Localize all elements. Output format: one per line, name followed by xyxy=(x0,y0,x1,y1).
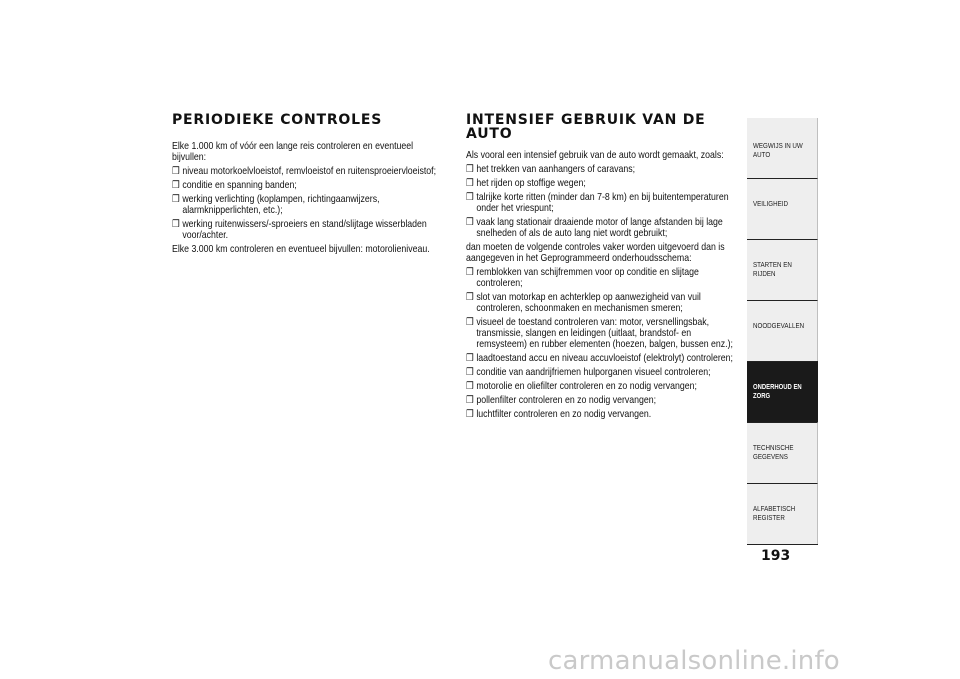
checkbox-bullet-icon: ❒ xyxy=(172,166,180,177)
chapter-tabs xyxy=(747,118,818,545)
list-item: ❒ het trekken van aanhangers of caravans; xyxy=(466,164,636,175)
periodic-checks-section xyxy=(172,113,444,258)
checkbox-bullet-icon: ❒ xyxy=(466,381,474,392)
list-item: ❒ conditie van aandrijfriemen hulporganen visueel controleren; xyxy=(466,367,711,378)
tab-wegwijs-in-uw-auto[interactable]: WEGWIJS IN UW AUTO xyxy=(747,118,818,178)
checkbox-bullet-icon: ❒ xyxy=(466,395,474,406)
page-number: 193 xyxy=(761,548,791,564)
intensive-use-checks-list xyxy=(466,267,738,420)
tab-veiligheid[interactable]: VEILIGHEID xyxy=(747,178,818,239)
list-item: ❒ remblokken van schijfremmen voor op conditie en slijtage controleren; xyxy=(466,267,699,289)
periodic-checks-list xyxy=(172,166,444,241)
periodic-checks-intro: Elke 1.000 km of vóór een lange reis controleren en eventueel bijvullen: xyxy=(172,141,414,163)
intensive-use-section xyxy=(466,113,738,423)
tab-onderhoud-en-zorg[interactable]: ONDERHOUD EN ZORG xyxy=(747,361,818,422)
checkbox-bullet-icon: ❒ xyxy=(466,267,474,278)
list-item: ❒ het rijden op stoffige wegen; xyxy=(466,178,586,189)
watermark: carmanualsonline.info xyxy=(548,646,840,676)
list-item: ❒ visueel de toestand controleren van: motor, versnellingsbak, transmissie, slangen en leidingen (uitlaat, brandstof- en remsysteem) en rubber elementen (hoezen, balgen, bussen enz.); xyxy=(466,317,733,350)
tab-technische-gegevens[interactable]: TECHNISCHE GEGEVENS xyxy=(747,422,818,483)
list-item: ❒ motorolie en oliefilter controleren en zo nodig vervangen; xyxy=(466,381,697,392)
list-item: ❒ niveau motorkoelvloeistof, remvloeistof en ruitensproeiervloeistof; xyxy=(172,166,437,177)
intensive-use-body xyxy=(466,150,738,420)
checkbox-bullet-icon: ❒ xyxy=(172,180,180,191)
checkbox-bullet-icon: ❒ xyxy=(466,353,474,364)
intensive-use-conditions-list xyxy=(466,164,738,239)
list-item: ❒ werking verlichting (koplampen, richtingaanwijzers, alarmknipperlichten, etc.); xyxy=(172,194,380,216)
periodic-checks-title: PERIODIEKE CONTROLES xyxy=(172,112,383,128)
checkbox-bullet-icon: ❒ xyxy=(466,409,474,420)
checkbox-bullet-icon: ❒ xyxy=(466,217,474,228)
list-item: ❒ werking ruitenwissers/-sproeiers en stand/slijtage wisserbladen voor/achter. xyxy=(172,219,427,241)
list-item: ❒ luchtfilter controleren en zo nodig vervangen. xyxy=(466,409,652,420)
intensive-use-intro: Als vooral een intensief gebruik van de auto wordt gemaakt, zoals: xyxy=(466,150,724,161)
checkbox-bullet-icon: ❒ xyxy=(466,292,474,303)
list-item: ❒ pollenfilter controleren en zo nodig vervangen; xyxy=(466,395,657,406)
list-item: ❒ vaak lang stationair draaiende motor of lange afstanden bij lage snelheden of als de auto lang niet wordt gebruikt; xyxy=(466,217,723,239)
checkbox-bullet-icon: ❒ xyxy=(466,317,474,328)
list-item: ❒ slot van motorkap en achterklep op aanwezigheid van vuil controleren, schoonmaken en mechanismen smeren; xyxy=(466,292,701,314)
list-item: ❒ talrijke korte ritten (minder dan 7-8 km) en bij buitentemperaturen onder het vriespunt; xyxy=(466,192,729,214)
checkbox-bullet-icon: ❒ xyxy=(466,178,474,189)
list-item: ❒ conditie en spanning banden; xyxy=(172,180,297,191)
periodic-checks-outro: Elke 3.000 km controleren en eventueel bijvullen: motorolieniveau. xyxy=(172,244,430,255)
tab-noodgevallen[interactable]: NOODGEVALLEN xyxy=(747,300,818,361)
checkbox-bullet-icon: ❒ xyxy=(466,164,474,175)
tab-starten-en-rijden[interactable]: STARTEN EN RIJDEN xyxy=(747,239,818,300)
checkbox-bullet-icon: ❒ xyxy=(466,192,474,203)
checkbox-bullet-icon: ❒ xyxy=(172,219,180,230)
intensive-use-middle: dan moeten de volgende controles vaker worden uitgevoerd dan is aangegeven in het Geprogrammeerd onderhoudsschema: xyxy=(466,242,725,264)
intensive-use-title: INTENSIEF GEBRUIK VAN DE AUTO xyxy=(466,112,706,142)
sidebar-divider xyxy=(747,544,818,545)
tab-alfabetisch-register[interactable]: ALFABETISCH REGISTER xyxy=(747,483,818,544)
checkbox-bullet-icon: ❒ xyxy=(466,367,474,378)
checkbox-bullet-icon: ❒ xyxy=(172,194,180,205)
list-item: ❒ laadtoestand accu en niveau accuvloeistof (elektrolyt) controleren; xyxy=(466,353,733,364)
periodic-checks-body xyxy=(172,141,444,255)
